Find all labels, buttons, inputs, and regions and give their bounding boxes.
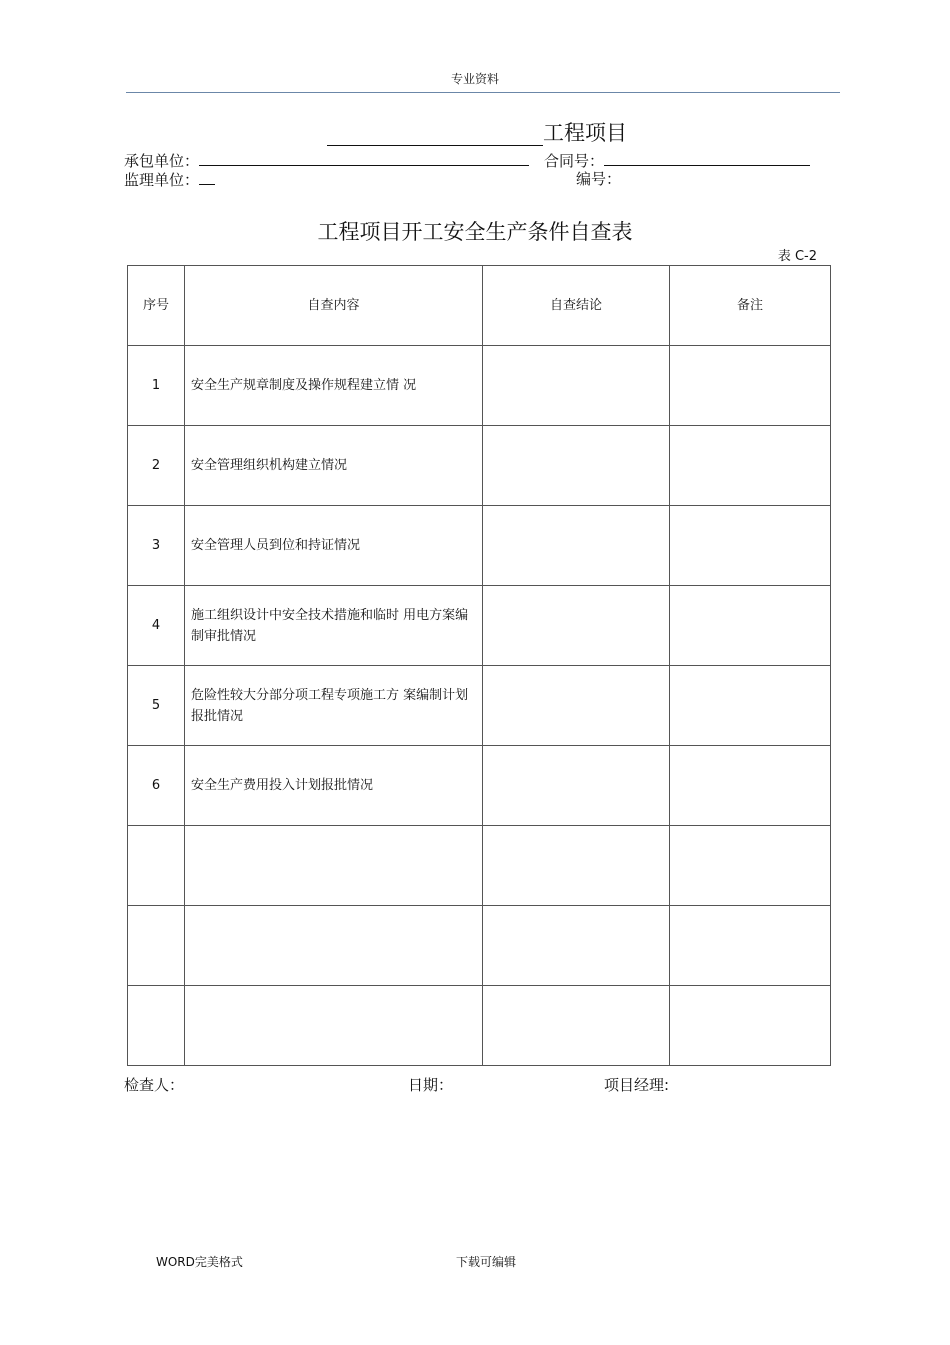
row-remarks-cell[interactable] <box>670 666 831 746</box>
form-code: 表 C-2 <box>777 249 817 264</box>
table-row <box>128 346 831 426</box>
table-row <box>128 506 831 586</box>
supervisor-field <box>124 170 215 189</box>
supervisor-label: 监理单位： <box>124 171 200 189</box>
serial-no-field <box>576 170 621 188</box>
row-conclusion-cell[interactable] <box>483 666 670 746</box>
row-remarks-cell[interactable] <box>670 506 831 586</box>
manager-signature: 项目经理: <box>604 1076 670 1094</box>
row-remarks-cell[interactable] <box>670 346 831 426</box>
row-remarks-cell[interactable] <box>670 426 831 506</box>
header-no: 序号 <box>128 266 185 346</box>
row-conclusion-cell[interactable] <box>483 426 670 506</box>
table-row <box>128 826 831 906</box>
row-check-item <box>185 826 483 906</box>
row-remarks-cell[interactable] <box>670 586 831 666</box>
serial-no-label: 编号： <box>576 170 622 188</box>
row-conclusion-cell[interactable] <box>483 986 670 1066</box>
row-check-item: 施工组织设计中安全技术措施和临时 用电方案编制审批情况 <box>185 586 483 666</box>
row-check-item: 安全生产费用投入计划报批情况 <box>185 746 483 826</box>
row-remarks-cell[interactable] <box>670 746 831 826</box>
table-row <box>128 906 831 986</box>
row-number: 3 <box>128 506 185 586</box>
inspector-signature: 检查人： <box>124 1076 185 1094</box>
page-header-label: 专业资料 <box>450 72 499 86</box>
date-signature: 日期： <box>408 1076 454 1094</box>
row-check-item: 安全管理组织机构建立情况 <box>185 426 483 506</box>
header-conclusion: 自查结论 <box>483 266 670 346</box>
contractor-label: 承包单位： <box>124 152 200 170</box>
table-row <box>128 586 831 666</box>
row-number: 1 <box>128 346 185 426</box>
row-conclusion-cell[interactable] <box>483 586 670 666</box>
header-content: 自查内容 <box>185 266 483 346</box>
row-number: 4 <box>128 586 185 666</box>
project-name-blank[interactable] <box>327 125 543 146</box>
row-check-item: 安全管理人员到位和持证情况 <box>185 506 483 586</box>
contract-no-input-line[interactable] <box>604 151 810 166</box>
row-check-item: 危险性较大分部分项工程专项施工方 案编制计划报批情况 <box>185 666 483 746</box>
table-row <box>128 426 831 506</box>
row-conclusion-cell[interactable] <box>483 746 670 826</box>
row-check-item <box>185 906 483 986</box>
page-footer-right: 下载可编辑 <box>456 1255 517 1269</box>
supervisor-input-line[interactable] <box>199 170 215 185</box>
table-row <box>128 746 831 826</box>
row-number: 6 <box>128 746 185 826</box>
page-footer-left: WORD完美格式 <box>156 1255 243 1269</box>
table-header-row <box>128 266 831 346</box>
contractor-input-line[interactable] <box>199 151 529 166</box>
row-remarks-cell[interactable] <box>670 906 831 986</box>
project-title-suffix: 工程项目 <box>543 121 627 145</box>
row-number: 2 <box>128 426 185 506</box>
row-number: 5 <box>128 666 185 746</box>
contract-no-field <box>544 151 810 170</box>
row-check-item <box>185 986 483 1066</box>
row-remarks-cell[interactable] <box>670 826 831 906</box>
header-remarks: 备注 <box>670 266 831 346</box>
row-number <box>128 986 185 1066</box>
row-remarks-cell[interactable] <box>670 986 831 1066</box>
contractor-field <box>124 151 529 170</box>
form-title: 工程项目开工安全生产条件自查表 <box>317 220 633 244</box>
row-conclusion-cell[interactable] <box>483 826 670 906</box>
self-check-table <box>127 265 831 1066</box>
row-conclusion-cell[interactable] <box>483 506 670 586</box>
row-check-item: 安全生产规章制度及操作规程建立情 况 <box>185 346 483 426</box>
row-conclusion-cell[interactable] <box>483 906 670 986</box>
project-title <box>327 120 627 146</box>
row-number <box>128 906 185 986</box>
row-conclusion-cell[interactable] <box>483 346 670 426</box>
row-number <box>128 826 185 906</box>
table-row <box>128 666 831 746</box>
contract-no-label: 合同号： <box>544 152 605 170</box>
header-divider <box>126 92 840 93</box>
table-row <box>128 986 831 1066</box>
